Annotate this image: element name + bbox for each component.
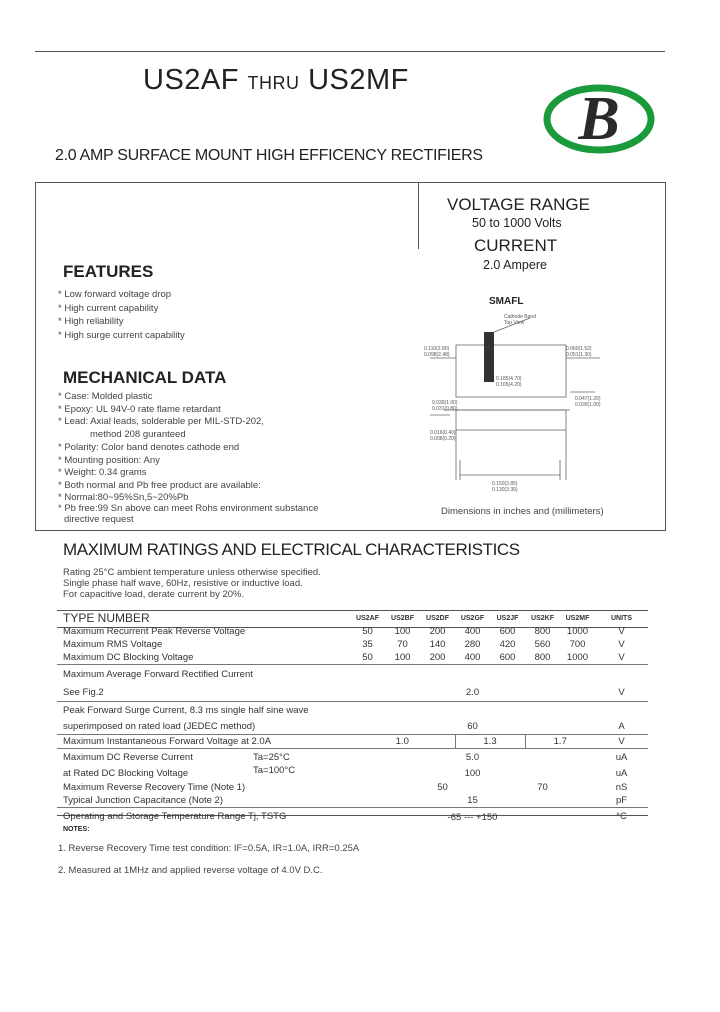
value-cell: 60 <box>350 718 595 735</box>
value-cell: 100 <box>385 651 420 665</box>
param-cell: Maximum RMS Voltage <box>63 639 163 650</box>
col-header: US2AF <box>356 614 379 622</box>
param-cell: superimposed on rated load (JEDEC method) <box>57 718 350 735</box>
col-header: US2BF <box>391 614 414 622</box>
col-header: US2MF <box>565 614 590 622</box>
condition-text: Ta=25°C <box>253 751 290 763</box>
param-cell <box>57 749 350 766</box>
dim-label: 0.130(3.30) <box>492 487 518 493</box>
dim-cathode-band: Cathode Band Top View <box>504 314 536 326</box>
list-item: directive request <box>64 513 134 525</box>
list-item: * Case: Molded plastic <box>58 391 153 402</box>
table-row <box>57 794 648 808</box>
dim-label: 0.047(1.20) <box>575 396 601 402</box>
value-cell: 800 <box>534 626 551 637</box>
table-row <box>57 638 648 651</box>
param-cell: Maximum Reverse Recovery Time (Note 1) <box>63 782 246 793</box>
features-list <box>58 288 185 342</box>
table-row <box>57 749 648 766</box>
unit-cell: A <box>595 718 648 735</box>
package-caption: Dimensions in inches and (millimeters) <box>441 506 604 517</box>
dim-label: 0.060(1.52) <box>566 346 592 352</box>
value-cell: 5.0 <box>465 751 480 763</box>
list-item: * Epoxy: UL 94V-0 rate flame retardant <box>58 403 221 415</box>
package-drawing <box>420 310 605 510</box>
param-cell: Maximum DC Blocking Voltage <box>57 651 350 665</box>
value-cell: 400 <box>455 651 490 665</box>
value-cell: 280 <box>464 639 481 650</box>
list-item: * High surge current capability <box>58 329 185 341</box>
param-cell <box>57 765 350 781</box>
unit-cell: V <box>618 626 625 637</box>
type-number-label: TYPE NUMBER <box>63 611 150 625</box>
list-item: * Weight: 0.34 grams <box>58 467 147 479</box>
list-item: * Both normal and Pb free product are available: <box>58 479 261 491</box>
table-row <box>57 683 648 702</box>
value-cell: 15 <box>350 794 595 808</box>
voltage-range-label: VOLTAGE RANGE <box>447 195 590 214</box>
param-cell: Maximum Recurrent Peak Reverse Voltage <box>63 626 246 637</box>
table-row <box>57 651 648 665</box>
features-heading: FEATURES <box>63 262 154 281</box>
box-right-border <box>665 182 666 531</box>
dim-label: 0.150(3.85) <box>492 481 518 487</box>
unit-cell: V <box>595 735 648 749</box>
mechanical-heading: MECHANICAL DATA <box>63 368 227 387</box>
value-cell: 800 <box>525 651 560 665</box>
param-cell: Operating and Storage Temperature Range Tj, TSTG <box>63 810 287 822</box>
dim-label: 0.039(1.00) <box>575 402 601 408</box>
table-row <box>57 718 648 735</box>
value-cell: 1000 <box>560 651 595 665</box>
value-cell: 100 <box>394 626 411 637</box>
dim-label: 0.098(2.48) <box>424 352 450 358</box>
note-2: 2. Measured at 1MHz and applied reverse voltage of 4.0V D.C. <box>58 865 323 876</box>
value-cell: 600 <box>490 651 525 665</box>
param-text: Maximum DC Reverse Current <box>63 751 193 763</box>
list-item: * High reliability <box>58 316 124 327</box>
param-cell: Typical Junction Capacitance (Note 2) <box>57 794 350 808</box>
col-header: UNITS <box>611 614 632 622</box>
voltage-range-value: 50 to 1000 Volts <box>472 216 562 230</box>
list-item: * Lead: Axial leads, solderable per MIL-STD-202, <box>58 416 264 428</box>
current-value: 2.0 Ampere <box>483 258 547 272</box>
dim-label: 0.031(0.80) <box>432 406 458 412</box>
list-item: * Pb free:99 Sn above can meet Rohs environment substance <box>58 502 319 514</box>
page-subtitle: 2.0 AMP SURFACE MOUNT HIGH EFFICENCY RECTIFIERS <box>55 147 483 164</box>
value-cell: -65 --- +150 <box>447 812 498 823</box>
list-item: * High current capability <box>58 302 159 314</box>
col-header: US2KF <box>531 614 554 622</box>
value-cell: 50 <box>362 626 373 637</box>
param-cell: Maximum Instantaneous Forward Voltage at 2.0A <box>57 735 350 749</box>
value-cell: 1000 <box>566 626 589 637</box>
value-cell: 70 <box>537 782 548 793</box>
characteristics-table <box>57 611 648 824</box>
mechanical-list <box>58 391 318 525</box>
dim-label: 0.110(2.80) <box>424 346 450 352</box>
value-cell: 200 <box>429 626 446 637</box>
brand-logo <box>542 82 656 156</box>
col-header: US2GF <box>460 614 485 622</box>
param-cell: See Fig.2 <box>57 683 350 702</box>
logo-letter: B <box>578 85 620 153</box>
body-rule <box>35 530 665 531</box>
list-item: * Mounting position: Any <box>58 454 160 466</box>
list-item: * Low forward voltage drop <box>58 289 172 300</box>
dim-label: 0.165(4.20) <box>496 382 522 388</box>
table-row <box>57 781 648 794</box>
param-cell: Peak Forward Surge Current, 8.3 ms single half sine wave <box>63 704 309 716</box>
condition-line: Rating 25°C ambient temperature unless otherwise specified. <box>63 567 321 578</box>
dim-label: 0.185(4.70) <box>496 376 522 382</box>
characteristics-heading: MAXIMUM RATINGS AND ELECTRICAL CHARACTERISTICS <box>63 540 520 559</box>
table-row <box>57 625 648 638</box>
page-title: US2AF THRU US2MF <box>143 64 409 96</box>
dim-label: 0.039(1.00) <box>432 400 458 406</box>
dim-label: 0.016(0.40) <box>430 430 456 436</box>
top-rule <box>35 51 665 52</box>
unit-cell: V <box>618 639 625 650</box>
list-item: method 208 guranteed <box>90 429 186 441</box>
table-row <box>57 735 648 749</box>
value-cell: 50 <box>350 651 385 665</box>
param-text: at Rated DC Blocking Voltage <box>63 767 189 779</box>
col-header: US2JF <box>496 614 519 622</box>
box-left-border <box>35 182 36 531</box>
table-row <box>57 765 648 781</box>
value-cell: 700 <box>569 639 586 650</box>
value-cell: 1.7 <box>525 735 595 749</box>
condition-line: For capacitive load, derate current by 20%. <box>63 589 245 600</box>
value-cell: 70 <box>397 639 408 650</box>
notes-heading: NOTES: <box>63 826 90 833</box>
note-1: 1. Reverse Recovery Time test condition: IF=0.5A, IR=1.0A, IRR=0.25A <box>58 843 360 854</box>
condition-text: Ta=100°C <box>253 765 296 776</box>
current-label: CURRENT <box>474 236 558 255</box>
unit-cell: uA <box>615 767 628 779</box>
table-row <box>57 808 648 825</box>
dim-label: 0.051(1.30) <box>566 352 592 358</box>
unit-cell: uA <box>615 751 628 763</box>
param-cell: Maximum Average Forward Rectified Current <box>63 668 253 680</box>
header-rule <box>35 182 665 183</box>
unit-cell: °C <box>616 810 627 822</box>
list-item: * Polarity: Color band denotes cathode end <box>58 441 240 453</box>
value-cell: 200 <box>420 651 455 665</box>
col-header: US2DF <box>426 614 449 622</box>
value-cell: 100 <box>464 767 481 779</box>
unit-cell: V <box>595 651 648 665</box>
value-cell: 600 <box>499 626 516 637</box>
unit-cell: nS <box>615 782 628 793</box>
table-header-row <box>57 611 648 625</box>
value-cell: 1.3 <box>455 735 525 749</box>
value-cell: 560 <box>534 639 551 650</box>
ratings-divider <box>418 182 419 249</box>
value-cell: 400 <box>464 626 481 637</box>
list-item: * Normal:80~95%Sn,5~20%Pb <box>58 491 189 503</box>
table-row <box>57 665 648 684</box>
condition-line: Single phase half wave, 60Hz, resistive or inductive load. <box>63 578 303 589</box>
unit-cell: V <box>595 683 648 702</box>
unit-cell: pF <box>595 794 648 808</box>
rating-conditions <box>63 567 321 600</box>
value-cell: 1.0 <box>350 735 455 749</box>
value-cell: 140 <box>429 639 446 650</box>
dim-label: 0.008(0.20) <box>430 436 456 442</box>
table-row <box>57 702 648 719</box>
value-cell: 2.0 <box>350 683 595 702</box>
package-name: SMAFL <box>489 296 524 307</box>
value-cell: 35 <box>362 639 373 650</box>
value-cell: 50 <box>437 782 448 793</box>
value-cell: 420 <box>499 639 516 650</box>
